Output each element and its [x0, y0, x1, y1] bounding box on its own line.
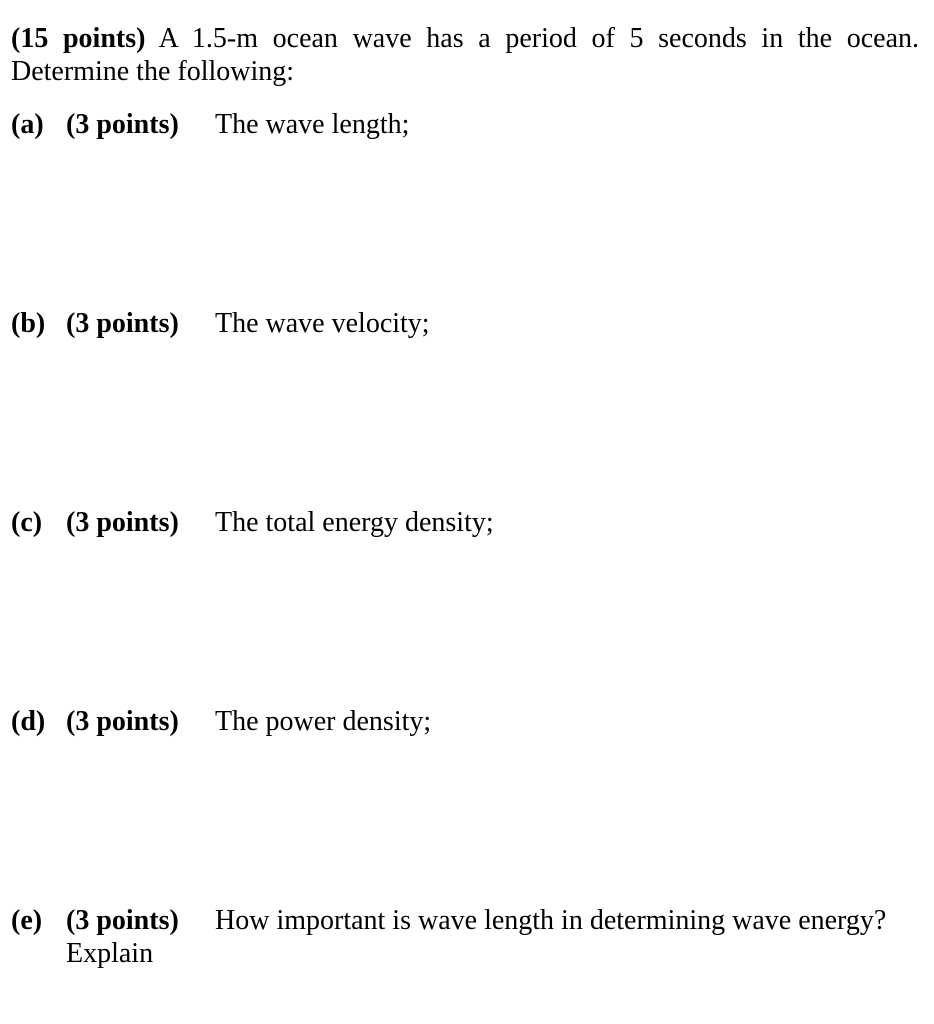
part-points: (3 points) [66, 507, 179, 538]
part-question: The wave length; [215, 109, 410, 140]
part-question: The total energy density; [215, 507, 494, 538]
part-question-continuation: Explain [66, 938, 154, 969]
part-points: (3 points) [66, 109, 179, 140]
part-points: (3 points) [66, 706, 179, 737]
problem-statement-line-1 [11, 22, 919, 55]
part-points: (3 points) [66, 905, 179, 936]
problem-instruction: Determine the following: [11, 56, 295, 87]
part-question: The wave velocity; [215, 308, 430, 339]
part-letter: (b) [11, 308, 46, 339]
part-letter: (c) [11, 507, 43, 538]
problem-description: A 1.5-m ocean wave has a period of 5 seconds in the ocean. [158, 23, 919, 54]
part-letter: (e) [11, 905, 43, 936]
total-points: (15 points) [11, 23, 146, 54]
part-points: (3 points) [66, 308, 179, 339]
part-question: How important is wave length in determining wave energy? [215, 905, 887, 936]
part-question: The power density; [215, 706, 432, 737]
part-letter: (a) [11, 109, 44, 140]
problem-statement [11, 22, 919, 88]
part-letter: (d) [11, 706, 46, 737]
